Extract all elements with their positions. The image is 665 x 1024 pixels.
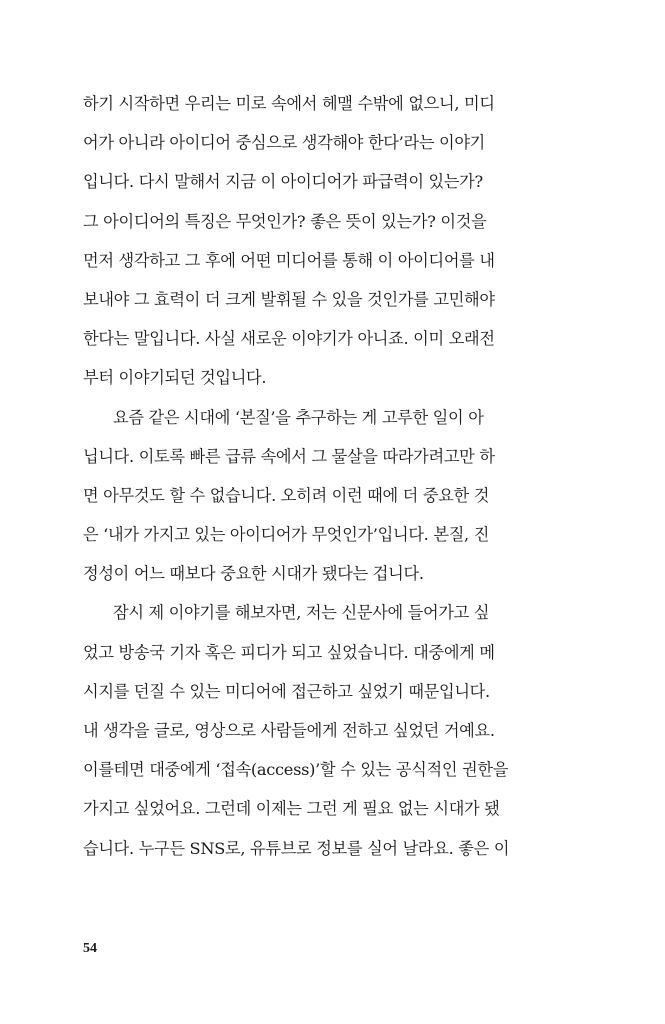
paragraph-first-line: 요즘 같은 시대에 ‘본질’을 추구하는 게 고루한 일이 아 xyxy=(113,407,484,427)
body-text xyxy=(83,84,531,868)
text-line: 면 아무것도 할 수 없습니다. 오히려 이런 때에 더 중요한 것 xyxy=(83,485,490,505)
text-line: 내 생각을 글로, 영상으로 사람들에게 전하고 싶었던 거예요. xyxy=(83,721,495,740)
text-line: 보내야 그 효력이 더 크게 발휘될 수 있을 것인가를 고민해야 xyxy=(83,289,495,309)
text-line: 하기 시작하면 우리는 미로 속에서 헤맬 수밖에 없으니, 미디 xyxy=(83,94,495,113)
text-line: 정성이 어느 때보다 중요한 시대가 됐다는 겁니다. xyxy=(83,564,424,584)
text-line: 습니다. 누구든 SNS로, 유튜브로 정보를 실어 날라요. 좋은 이 xyxy=(83,838,510,858)
text-line: 한다는 말입니다. 사실 새로운 이야기가 아니죠. 이미 오래전 xyxy=(83,329,495,349)
text-line: 어가 아니라 아이디어 중심으로 생각해야 한다’라는 이야기 xyxy=(83,133,486,153)
text-line: 먼저 생각하고 그 후에 어떤 미디어를 통해 이 아이디어를 내 xyxy=(83,250,495,270)
text-line: 닙니다. 이토록 빠른 급류 속에서 그 물살을 따라가려고만 하 xyxy=(83,446,495,466)
text-line: 입니다. 다시 말해서 지금 이 아이디어가 파급력이 있는가? xyxy=(83,172,483,192)
paragraph-first-line: 잠시 제 이야기를 해보자면, 저는 신문사에 들어가고 싶 xyxy=(113,603,490,623)
text-line: 이를테면 대중에게 ‘접속(access)’할 수 있는 공식적인 권한을 xyxy=(83,760,509,780)
text-line: 은 ‘내가 가지고 있는 아이디어가 무엇인가’입니다. 본질, 진 xyxy=(83,525,490,545)
text-line: 부터 이야기되던 것입니다. xyxy=(83,368,267,388)
text-line: 가지고 싶었어요. 그런데 이제는 그런 게 필요 없는 시대가 됐 xyxy=(83,799,500,819)
text-line: 시지를 던질 수 있는 미디어에 접근하고 싶었기 때문입니다. xyxy=(83,681,490,701)
text-line: 그 아이디어의 특징은 무엇인가? 좋은 뜻이 있는가? 이것을 xyxy=(83,211,487,231)
text-line: 었고 방송국 기자 혹은 피디가 되고 싶었습니다. 대중에게 메 xyxy=(83,642,495,662)
page-number: 54 xyxy=(83,941,97,956)
